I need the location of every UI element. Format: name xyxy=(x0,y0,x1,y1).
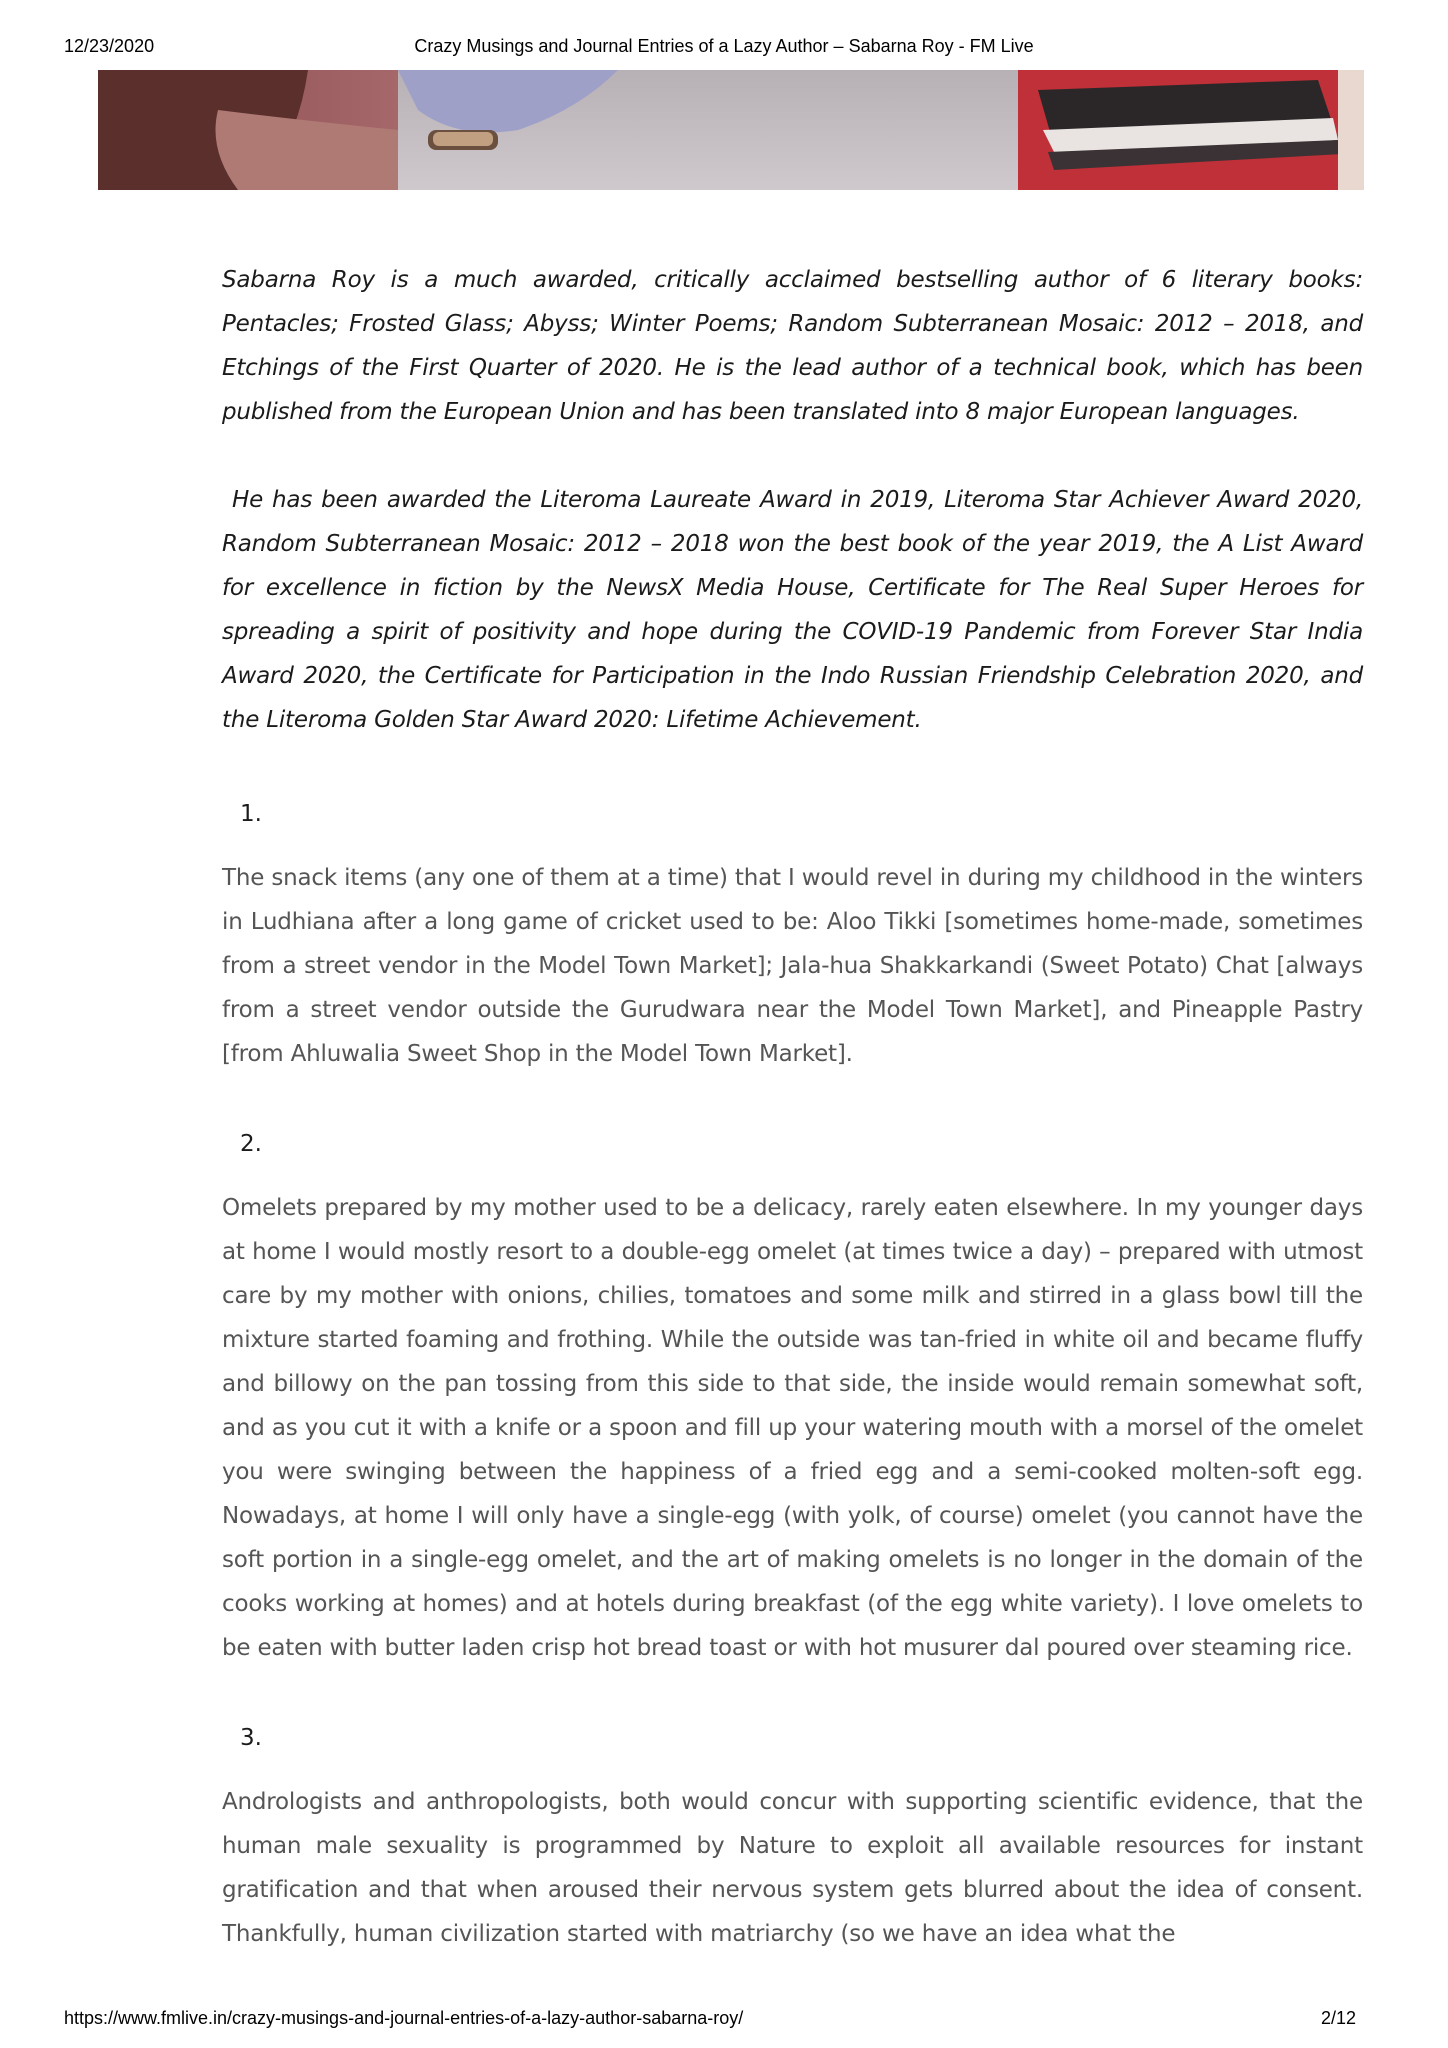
article-content xyxy=(222,258,1363,1956)
journal-entry-2 xyxy=(222,1122,1363,1670)
print-page-title: Crazy Musings and Journal Entries of a Lazy Author – Sabarna Roy - FM Live xyxy=(414,36,1034,56)
journal-entry-3 xyxy=(222,1716,1363,1956)
author-bio xyxy=(222,258,1363,742)
page-number: 2/12 xyxy=(1320,2008,1356,2028)
bio-paragraph-2: He has been awarded the Literoma Laureate Award in 2019, Literoma Star Achiever Award 2020, Random Subterranean Mosaic: 2012 – 2018 won the best book of the year 2019, the A List Award for excellence in fiction by the NewsX Media House, Certificate for The Real Super Heroes for spreading a spirit of positivity and hope during the COVID-19 Pandemic from Forever Star India Award 2020, the Certificate for Participation in the Indo Russian Friendship Celebration 2020, and the Literoma Golden Star Award 2020: Lifetime Achievement. xyxy=(222,487,1363,733)
entry-text: Andrologists and anthropologists, both would concur with supporting scientific evidence, that the human male sexuality is programmed by Nature to exploit all available resources for instant gratification and that when aroused their nervous system gets blurred about the idea of consent. Thankfully, human civilization started with matriarchy (so we have an idea what the xyxy=(222,1789,1363,1947)
author-photo-image xyxy=(98,70,1364,190)
author-photo xyxy=(98,70,1364,190)
entry-number: 1. xyxy=(240,801,262,827)
entry-text: The snack items (any one of them at a time) that I would revel in during my childhood in the winters in Ludhiana after a long game of cricket used to be: Aloo Tikki [sometimes home-made, sometimes from a street vendor in the Model Town Market]; Jala-hua Shakkarkandi (Sweet Potato) Chat [always from a street vendor outside the Gurudwara near the Model Town Market], and Pineapple Pastry [from Ahluwalia Sweet Shop in the Model Town Market]. xyxy=(222,865,1363,1067)
journal-entry-1 xyxy=(222,792,1363,1076)
entry-number: 3. xyxy=(240,1725,262,1751)
print-date: 12/23/2020 xyxy=(64,36,155,56)
entry-text: Omelets prepared by my mother used to be a delicacy, rarely eaten elsewhere. In my younger days at home I would mostly resort to a double-egg omelet (at times twice a day) – prepared with utmost care by my mother with onions, chilies, tomatoes and some milk and stirred in a glass bowl till the mixture started foaming and frothing. While the outside was tan-fried in white oil and became fluffy and billowy on the pan tossing from this side to that side, the inside would remain somewhat soft, and as you cut it with a knife or a spoon and fill up your watering mouth with a morsel of the omelet you were swinging between the happiness of a fried egg and a semi-cooked molten-soft egg. Nowadays, at home I will only have a single-egg (with yolk, of course) omelet (you cannot have the soft portion in a single-egg omelet, and the art of making omelets is no longer in the domain of the cooks working at homes) and at hotels during breakfast (of the egg white variety). I love omelets to be eaten with butter laden crisp hot bread toast or with hot musurer dal poured over steaming rice. xyxy=(222,1195,1363,1661)
page-url: https://www.fmlive.in/crazy-musings-and-journal-entries-of-a-lazy-author-sabarna-roy/ xyxy=(64,2008,744,2028)
entry-number: 2. xyxy=(240,1131,262,1157)
print-header xyxy=(64,36,1384,60)
print-footer xyxy=(64,2008,1384,2032)
bio-paragraph-1: Sabarna Roy is a much awarded, critically acclaimed bestselling author of 6 literary books: Pentacles; Frosted Glass; Abyss; Winter Poems; Random Subterranean Mosaic: 2012 – 2018, and Etchings of the First Quarter of 2020. He is the lead author of a technical book, which has been published from the European Union and has been translated into 8 major European languages. xyxy=(222,267,1363,425)
